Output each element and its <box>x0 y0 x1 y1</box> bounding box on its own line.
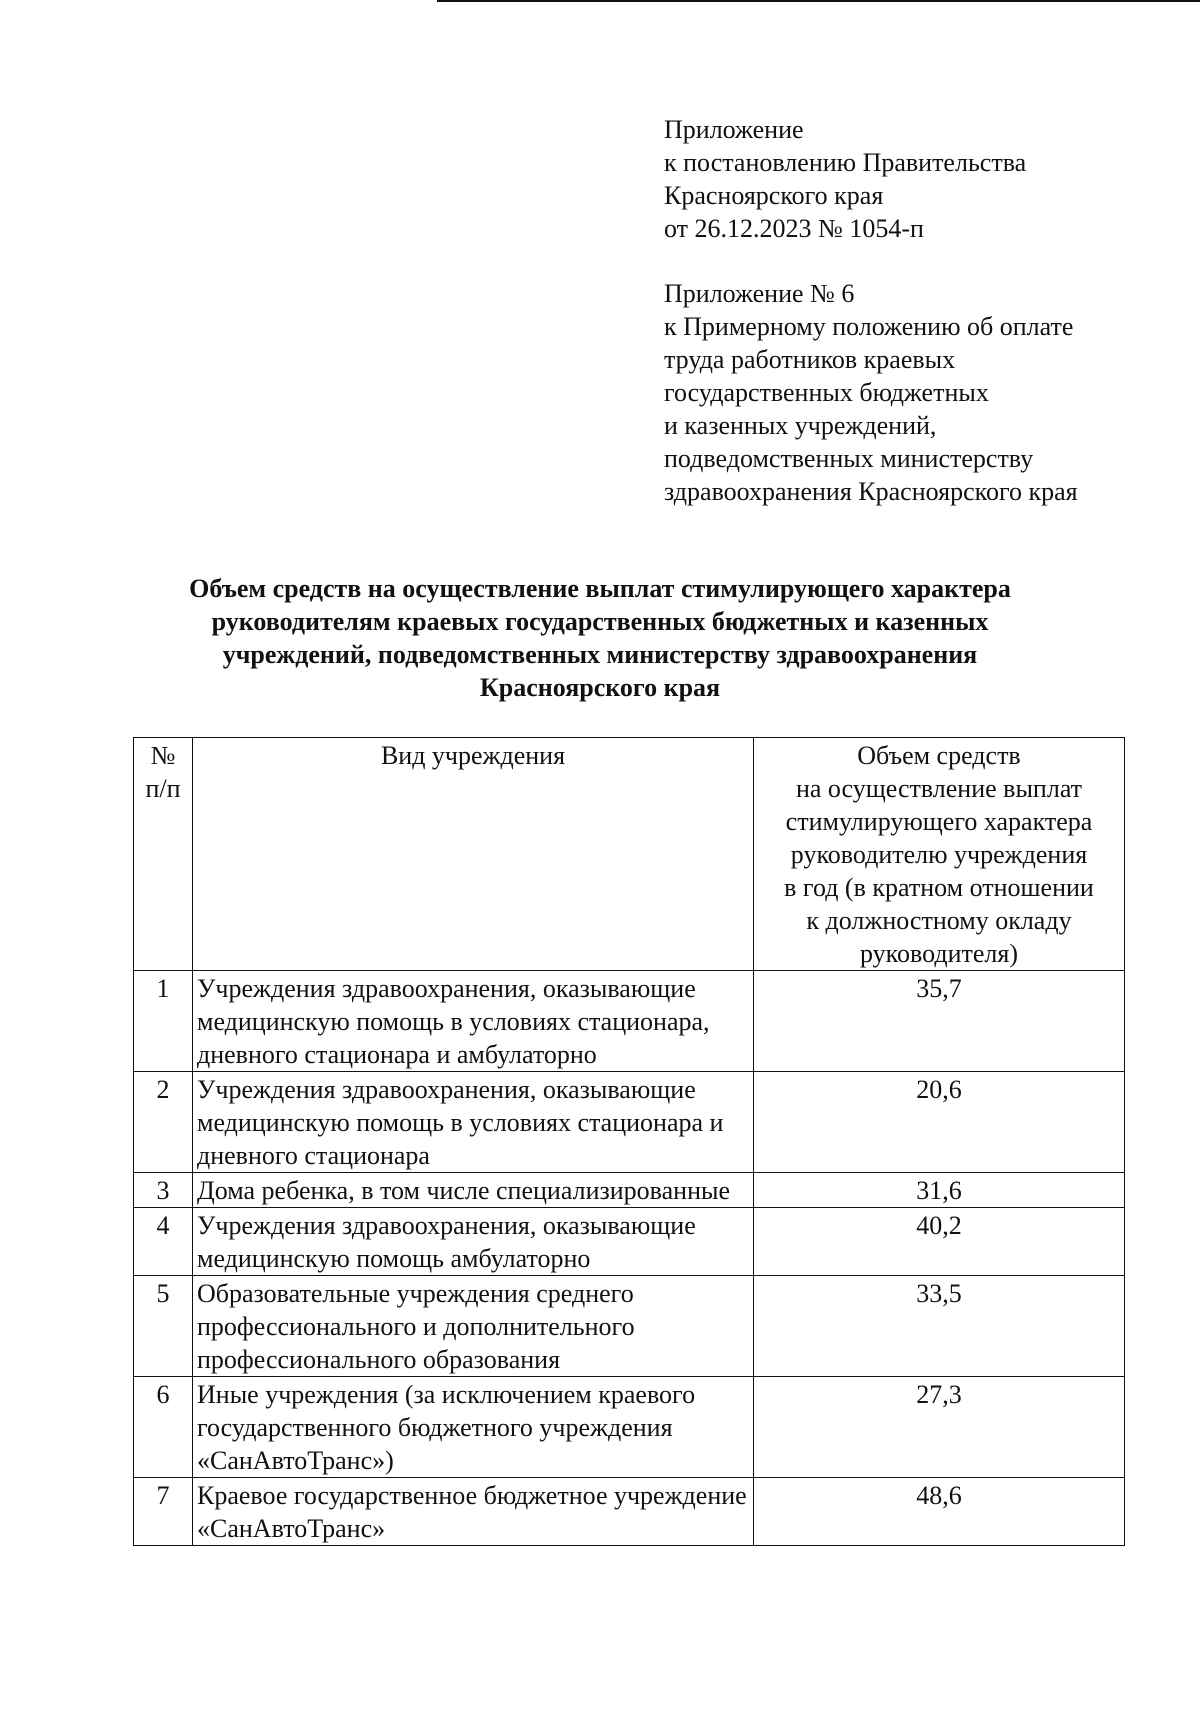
row-institution-type: Учреждения здравоохранения, оказывающие медицинскую помощь в условиях стационара, дневного стационара и амбулаторно <box>193 971 754 1072</box>
appendix-line: государственных бюджетных <box>664 378 989 407</box>
attachment-line: к постановлению Правительства <box>664 148 1027 177</box>
appendix-line: к Примерному положению об оплате <box>664 312 1074 341</box>
appendix-line: здравоохранения Красноярского края <box>664 477 1078 506</box>
title-line: руководителям краевых государственных бюджетных и казенных <box>211 607 989 636</box>
table-row <box>134 1173 1125 1208</box>
row-value: 48,6 <box>754 1478 1125 1546</box>
header-value-line: Объем средств <box>857 741 1021 770</box>
title-line: Объем средств на осуществление выплат стимулирующего характера <box>189 574 1011 603</box>
table-row <box>134 1208 1125 1276</box>
table-row <box>134 1276 1125 1377</box>
row-value: 33,5 <box>754 1276 1125 1377</box>
row-institution-type: Иные учреждения (за исключением краевого государственного бюджетного учреждения «СанАвтоТранс») <box>193 1377 754 1478</box>
row-institution-type: Краевое государственное бюджетное учреждение «СанАвтоТранс» <box>193 1478 754 1546</box>
top-rule <box>437 0 1200 2</box>
header-value-line: стимулирующего характера <box>785 807 1093 836</box>
title-line: учреждений, подведомственных министерству здравоохранения <box>222 640 978 669</box>
header-number-line: № <box>150 741 176 770</box>
row-number: 2 <box>134 1072 193 1173</box>
table-row <box>134 971 1125 1072</box>
appendix-line: труда работников краевых <box>664 345 956 374</box>
appendix-reference <box>664 277 1184 508</box>
attachment-reference <box>664 113 1184 245</box>
row-value: 40,2 <box>754 1208 1125 1276</box>
appendix-line: подведомственных министерству <box>664 444 1034 473</box>
header-funds-volume <box>754 738 1125 971</box>
header-institution-type: Вид учреждения <box>193 738 754 971</box>
header-value-line: руководителю учреждения <box>790 840 1088 869</box>
row-number: 7 <box>134 1478 193 1546</box>
attachment-line: от 26.12.2023 № 1054-п <box>664 214 924 243</box>
document-title <box>120 572 1080 704</box>
row-number: 3 <box>134 1173 193 1208</box>
appendix-line: и казенных учреждений, <box>664 411 937 440</box>
header-number <box>134 738 193 971</box>
header-value-line: на осуществление выплат <box>795 774 1083 803</box>
row-value: 20,6 <box>754 1072 1125 1173</box>
attachment-line: Приложение <box>664 115 804 144</box>
title-line: Красноярского края <box>479 673 721 702</box>
row-institution-type: Образовательные учреждения среднего профессионального и дополнительного профессионального образования <box>193 1276 754 1377</box>
row-institution-type: Учреждения здравоохранения, оказывающие медицинскую помощь амбулаторно <box>193 1208 754 1276</box>
row-value: 27,3 <box>754 1377 1125 1478</box>
row-value: 35,7 <box>754 971 1125 1072</box>
row-number: 4 <box>134 1208 193 1276</box>
appendix-line: Приложение № 6 <box>664 279 855 308</box>
row-number: 5 <box>134 1276 193 1377</box>
table-row <box>134 1377 1125 1478</box>
header-value-line: руководителя) <box>860 939 1018 968</box>
table-row <box>134 1478 1125 1546</box>
row-number: 1 <box>134 971 193 1072</box>
header-value-line: к должностному окладу <box>806 906 1072 935</box>
attachment-line: Красноярского края <box>664 181 884 210</box>
table-row <box>134 1072 1125 1173</box>
row-institution-type: Учреждения здравоохранения, оказывающие медицинскую помощь в условиях стационара и дневного стационара <box>193 1072 754 1173</box>
row-value: 31,6 <box>754 1173 1125 1208</box>
stimulus-payments-table <box>133 737 1125 1546</box>
row-number: 6 <box>134 1377 193 1478</box>
header-number-line: п/п <box>145 774 181 803</box>
row-institution-type: Дома ребенка, в том числе специализированные <box>193 1173 754 1208</box>
header-value-line: в год (в кратном отношении <box>784 873 1094 902</box>
table-header-row <box>134 738 1125 971</box>
